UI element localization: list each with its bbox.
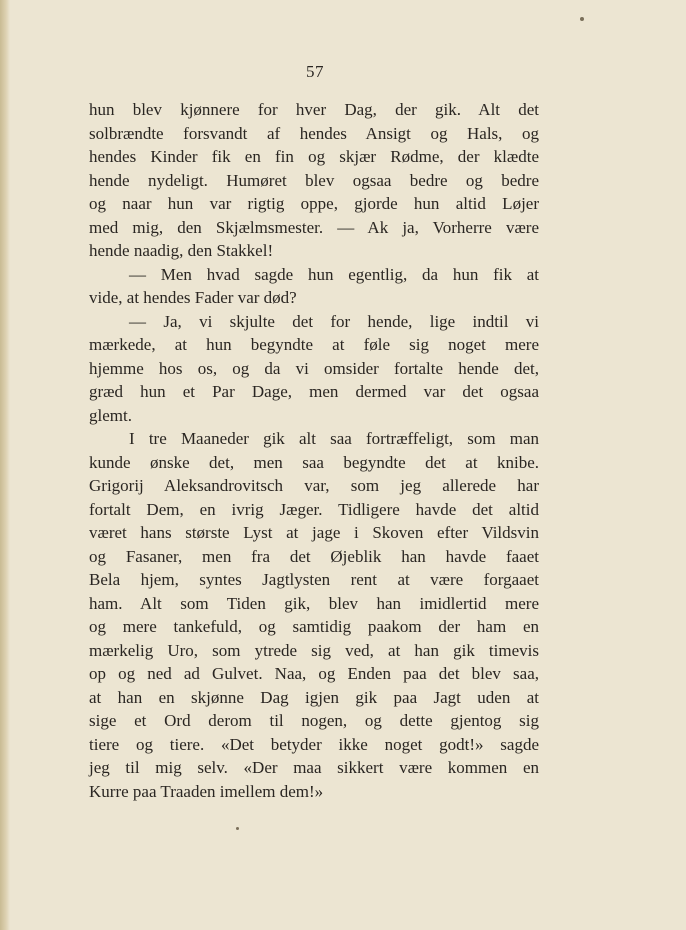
text-line: tiere og tiere. «Det betyder ikke noget godt!» sagde — [89, 734, 539, 754]
paper-speck — [580, 17, 584, 21]
text-line: fortalt Dem, en ivrig Jæger. Tidligere havde det altid — [89, 499, 539, 519]
text-line: hun blev kjønnere for hver Dag, der gik. Alt det — [89, 100, 539, 119]
text-line: hende naadig, den Stakkel! — [89, 241, 274, 260]
text-line: græd hun et Par Dage, men dermed var det ogsaa — [89, 382, 539, 401]
text-line: at han en skjønne Dag igjen gik paa Jagt uden at — [89, 687, 539, 707]
paper-speck — [236, 827, 239, 830]
page-edge-shadow — [0, 0, 10, 930]
text-line: jeg til mig selv. «Der maa sikkert være kommen en — [89, 758, 539, 777]
text-line: — Men hvad sagde hun egentlig, da hun fik at — [129, 264, 539, 284]
text-line: glemt. — [89, 405, 132, 425]
text-line: kunde ønske det, men saa begyndte det at knibe. — [89, 452, 539, 472]
text-line: Grigorij Aleksandrovitsch var, som jeg allerede har — [89, 476, 539, 495]
text-line: op og ned ad Gulvet. Naa, og Enden paa det blev saa, — [89, 664, 539, 683]
text-line: hende nydeligt. Humøret blev ogsaa bedre og bedre — [89, 170, 539, 190]
text-line: ham. Alt som Tiden gik, blev han imidlertid mere — [89, 593, 539, 613]
body-text — [89, 98, 539, 803]
text-line: Bela hjem, syntes Jagtlysten rent at være forgaaet — [89, 570, 539, 589]
text-line: vide, at hendes Fader var død? — [89, 288, 297, 307]
text-line: og mere tankefuld, og samtidig paakom der ham en — [89, 617, 539, 636]
page-number: 57 — [306, 62, 324, 81]
text-line: Kurre paa Traaden imellem dem!» — [89, 781, 324, 801]
text-line: været hans største Lyst at jage i Skoven efter Vildsvin — [89, 523, 539, 542]
text-line: med mig, den Skjælmsmester. — Ak ja, Vorherre være — [89, 217, 539, 237]
text-line: mærkelig Uro, som ytrede sig ved, at han gik timevis — [89, 640, 539, 660]
text-line: og naar hun var rigtig oppe, gjorde hun altid Løjer — [89, 194, 539, 213]
text-line: solbrændte forsvandt af hendes Ansigt og Hals, og — [89, 123, 539, 143]
text-line: mærkede, at hun begyndte at føle sig noget mere — [89, 335, 539, 354]
text-line: hendes Kinder fik en fin og skjær Rødme, der klædte — [89, 147, 539, 166]
text-line: — Ja, vi skjulte det for hende, lige indtil vi — [129, 311, 539, 331]
text-line: I tre Maaneder gik alt saa fortræffeligt, som man — [129, 429, 539, 448]
text-line: sige et Ord derom til nogen, og dette gjentog sig — [89, 711, 539, 730]
text-line: hjemme hos os, og da vi omsider fortalte hende det, — [89, 358, 539, 378]
text-line: og Fasaner, men fra det Øjeblik han havde faaet — [89, 546, 539, 566]
